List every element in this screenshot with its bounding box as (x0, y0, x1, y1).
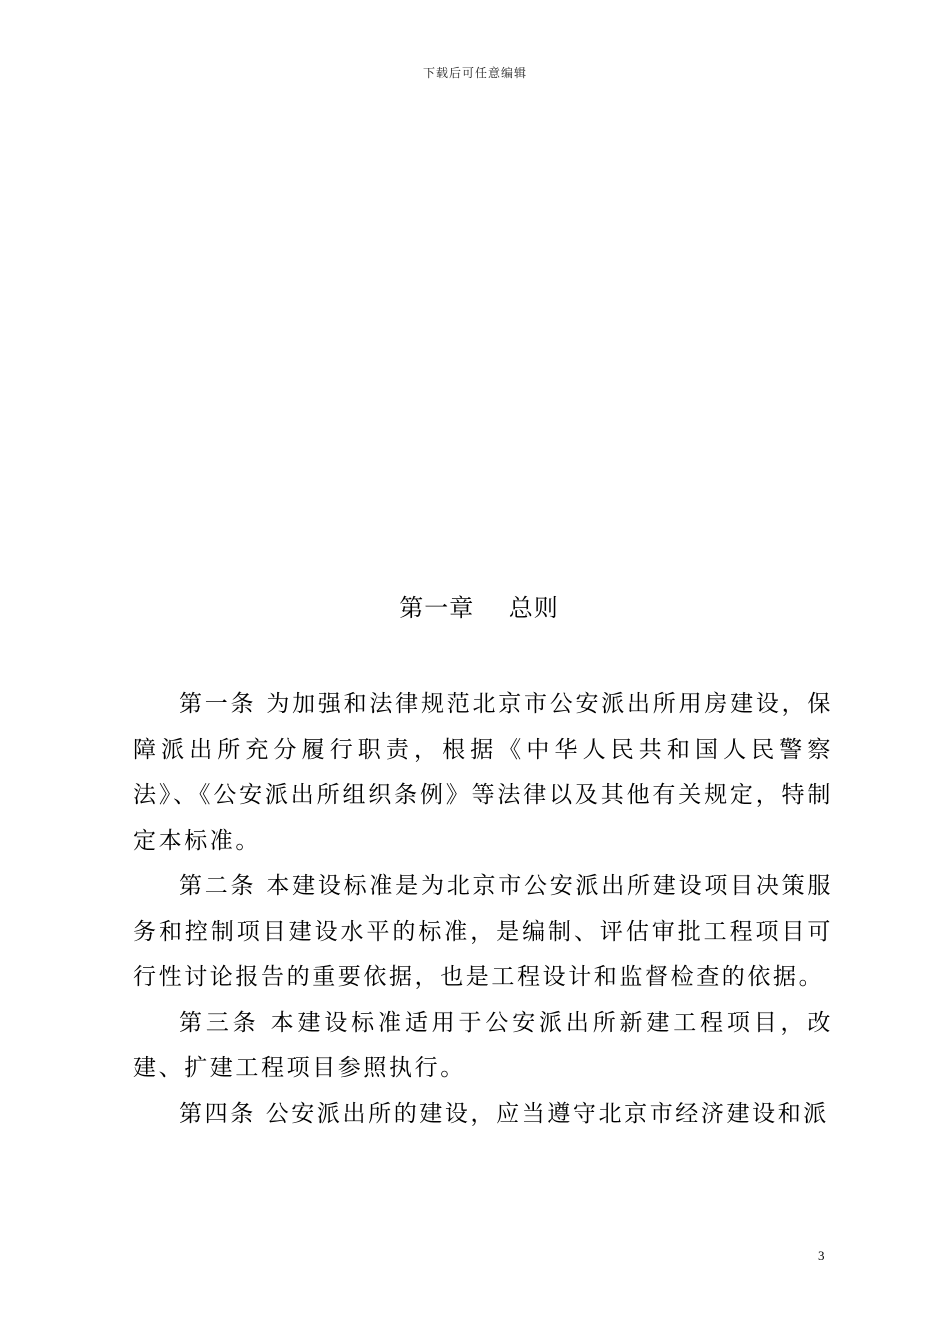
document-body (133, 682, 833, 1137)
header-note: 下载后可任意编辑 (422, 66, 527, 80)
article-4: 第四条 公安派出所的建设，应当遵守北京市经济建设和派 (179, 1100, 829, 1127)
chapter-title: 第一章 总则 (399, 594, 559, 622)
article-2: 第二条 本建设标准是为北京市公安派出所建设项目决策服务和控制项目建设水平的标准，是编制、评估审批工程项目可行性讨论报告的重要依据，也是工程设计和监督检查的依据。 (133, 873, 833, 990)
article-1: 第一条 为加强和法律规范北京市公安派出所用房建设，保障派出所充分履行职责，根据《中华人民共和国人民警察法》、《公安派出所组织条例》等法律以及其他有关规定，特制定本标准。 (133, 691, 833, 854)
page-number: 3 (818, 1248, 825, 1263)
article-3: 第三条 本建设标准适用于公安派出所新建工程项目，改建、扩建工程项目参照执行。 (133, 1009, 833, 1081)
